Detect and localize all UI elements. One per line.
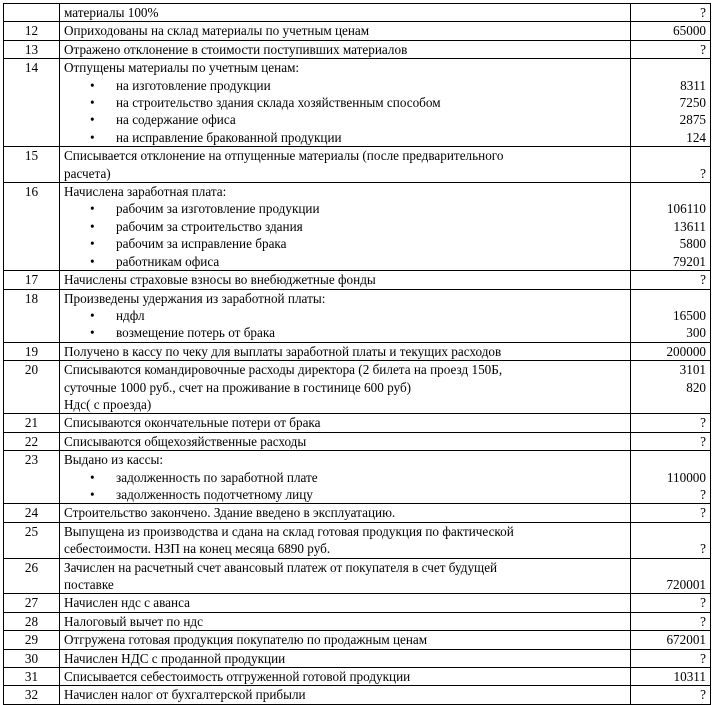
operation-number	[4, 4, 60, 22]
table-row	[4, 22, 711, 40]
operation-amount: 200000	[631, 342, 711, 360]
bullet-icon: •	[90, 469, 95, 485]
bullet-icon: •	[90, 218, 95, 234]
description-line: Налоговый вычет по ндс	[64, 613, 203, 629]
operation-number: 13	[4, 40, 60, 58]
amount-value: ?	[700, 486, 706, 502]
description-line: материалы 100%	[64, 5, 159, 20]
description-line: Получено в кассу по чеку для выплаты заработной платы и текущих расходов	[64, 343, 502, 359]
operations-table-body	[4, 4, 711, 705]
table-row	[4, 183, 711, 271]
table-row	[4, 289, 711, 342]
description-line: Начислены страховые взносы во внебюджетные фонды	[64, 272, 376, 288]
sub-item-label: задолженность подотчетному лицу	[116, 486, 313, 502]
table-row	[4, 414, 711, 432]
sub-item-label: возмещение потерь от брака	[116, 325, 275, 341]
amount-value: 110000	[666, 469, 706, 485]
table-row	[4, 147, 711, 183]
sub-item-label: на содержание офиса	[116, 112, 236, 128]
operation-number: 24	[4, 504, 60, 522]
operation-amount	[631, 289, 711, 342]
operation-amount: ?	[631, 522, 711, 558]
operation-amount: 65000	[631, 22, 711, 40]
operation-amount: ?	[631, 612, 711, 630]
amount-value: 7250	[679, 95, 706, 111]
operation-number: 16	[4, 183, 60, 271]
description-line: себестоимости. НЗП на конец месяца 6890 руб.	[64, 541, 331, 557]
operation-number: 19	[4, 342, 60, 360]
description-line: Начислен ндс с аванса	[64, 595, 190, 611]
operation-amount	[631, 361, 711, 414]
sub-item-label: на исправление бракованной продукции	[116, 129, 342, 145]
bullet-icon: •	[90, 95, 95, 111]
amount-value: 820	[686, 379, 706, 395]
table-row	[4, 271, 711, 289]
sub-item	[64, 324, 626, 341]
sub-item-list	[64, 200, 626, 270]
operation-amount: ?	[631, 686, 711, 704]
sub-item-list	[64, 469, 626, 504]
sub-item-label: рабочим за строительство здания	[116, 218, 303, 234]
operation-number: 32	[4, 686, 60, 704]
sub-item	[64, 469, 626, 486]
operation-description	[60, 504, 631, 522]
amount-value: 2875	[679, 112, 706, 128]
amount-value: 13611	[673, 218, 706, 234]
operation-description	[60, 183, 631, 271]
description-line: Ндс( с проезда)	[64, 396, 152, 412]
table-row	[4, 686, 711, 704]
table-row	[4, 612, 711, 630]
operation-description	[60, 631, 631, 649]
amount-value: 16500	[673, 307, 706, 323]
operation-description	[60, 686, 631, 704]
operation-description	[60, 414, 631, 432]
sub-item-label: ндфл	[116, 307, 145, 323]
sub-item-label: на изготовление продукции	[116, 77, 271, 93]
operation-amount: ?	[631, 147, 711, 183]
operation-description	[60, 4, 631, 22]
sub-item-label: на строительство здания склада хозяйственным способом	[116, 95, 441, 111]
table-row	[4, 432, 711, 450]
operation-number: 22	[4, 432, 60, 450]
table-row	[4, 631, 711, 649]
table-row	[4, 59, 711, 147]
sub-item	[64, 111, 626, 128]
table-row	[4, 361, 711, 414]
operations-table	[3, 3, 711, 705]
operation-number: 20	[4, 361, 60, 414]
operation-description	[60, 147, 631, 183]
description-line: Произведены удержания из заработной платы:	[64, 290, 326, 306]
bullet-icon: •	[90, 325, 95, 341]
operation-amount: ?	[631, 432, 711, 450]
operation-amount	[631, 451, 711, 504]
operation-number: 26	[4, 558, 60, 594]
operation-number: 31	[4, 668, 60, 686]
operation-description	[60, 342, 631, 360]
spacer	[635, 59, 706, 76]
operation-number: 25	[4, 522, 60, 558]
description-line: Списываются командировочные расходы директора (2 билета на проезд 150Б,	[64, 362, 503, 378]
operation-description	[60, 612, 631, 630]
sub-item-label: рабочим за изготовление продукции	[116, 201, 320, 217]
operation-amount	[631, 59, 711, 147]
table-row	[4, 4, 711, 22]
operation-description	[60, 522, 631, 558]
operation-amount: ?	[631, 271, 711, 289]
operation-number: 21	[4, 414, 60, 432]
operation-amount: 720001	[631, 558, 711, 594]
description-line: расчета)	[64, 165, 111, 181]
bullet-icon: •	[90, 486, 95, 502]
sub-item	[64, 253, 626, 270]
operation-amount: 10311	[631, 668, 711, 686]
operation-description	[60, 432, 631, 450]
operation-number: 28	[4, 612, 60, 630]
spacer	[635, 290, 706, 307]
description-line: Списываются общехозяйственные расходы	[64, 433, 307, 449]
table-row	[4, 504, 711, 522]
amount-value: 5800	[679, 236, 706, 252]
description-line: Строительство закончено. Здание введено в эксплуатацию.	[64, 505, 396, 521]
sub-item-list	[64, 77, 626, 147]
bullet-icon: •	[90, 307, 95, 323]
operation-amount: ?	[631, 649, 711, 667]
operation-amount: 672001	[631, 631, 711, 649]
description-line: суточные 1000 руб., счет на проживание в гостинице 600 руб)	[64, 379, 412, 395]
table-row	[4, 594, 711, 612]
bullet-icon: •	[90, 112, 95, 128]
operation-number: 27	[4, 594, 60, 612]
operation-description	[60, 289, 631, 342]
sub-item-label: работникам офиса	[116, 253, 220, 269]
table-row	[4, 451, 711, 504]
operation-description	[60, 668, 631, 686]
operation-description	[60, 594, 631, 612]
operation-amount: ?	[631, 414, 711, 432]
description-line: Списываются окончательные потери от брака	[64, 415, 321, 431]
operation-amount: ?	[631, 40, 711, 58]
operation-amount: ?	[631, 504, 711, 522]
description-line: Отгружена готовая продукция покупателю по продажным ценам	[64, 632, 428, 648]
table-row	[4, 558, 711, 594]
operation-description	[60, 271, 631, 289]
operation-number: 18	[4, 289, 60, 342]
operation-number: 17	[4, 271, 60, 289]
spacer	[635, 183, 706, 200]
description-line: Списывается себестоимость отгруженной готовой продукции	[64, 669, 411, 685]
sub-item	[64, 129, 626, 146]
operation-description	[60, 22, 631, 40]
description-line: Начислен налог от бухгалтерской прибыли	[64, 687, 306, 703]
description-line: Оприходованы на склад материалы по учетным ценам	[64, 23, 370, 39]
operation-description	[60, 649, 631, 667]
sub-item-label: рабочим за исправление брака	[116, 236, 287, 252]
operation-number: 15	[4, 147, 60, 183]
description-line: поставке	[64, 577, 114, 592]
bullet-icon: •	[90, 201, 95, 217]
bullet-icon: •	[90, 129, 95, 145]
description-line: Отпущены материалы по учетным ценам:	[64, 60, 300, 76]
operation-number: 30	[4, 649, 60, 667]
table-row	[4, 342, 711, 360]
sub-item	[64, 235, 626, 252]
operation-number: 14	[4, 59, 60, 147]
sub-item	[64, 218, 626, 235]
operation-amount: ?	[631, 4, 711, 22]
operation-description	[60, 558, 631, 594]
table-row	[4, 522, 711, 558]
operation-number: 23	[4, 451, 60, 504]
amount-value: 124	[686, 129, 706, 145]
operation-amount	[631, 183, 711, 271]
table-row	[4, 649, 711, 667]
operation-number: 29	[4, 631, 60, 649]
bullet-icon: •	[90, 236, 95, 252]
operation-number: 12	[4, 22, 60, 40]
bullet-icon: •	[90, 253, 95, 269]
sub-item-list	[64, 307, 626, 342]
amount-value: 300	[686, 325, 706, 341]
amount-value: 8311	[680, 77, 706, 93]
table-row	[4, 40, 711, 58]
sub-item	[64, 200, 626, 217]
description-line: Начислена заработная плата:	[64, 184, 227, 200]
operation-description	[60, 59, 631, 147]
sub-item	[64, 486, 626, 503]
amount-value: 79201	[673, 253, 706, 269]
description-line: Выдано из кассы:	[64, 452, 164, 468]
sub-item-label: задолженность по заработной плате	[116, 469, 318, 485]
sub-item	[64, 77, 626, 94]
description-line: Выпущена из производства и сдана на склад готовая продукция по фактической	[64, 523, 514, 539]
spacer	[635, 451, 706, 468]
table-row	[4, 668, 711, 686]
description-line: Отражено отклонение в стоимости поступивших материалов	[64, 41, 408, 57]
description-line: Списывается отклонение на отпущенные материалы (после предварительного	[64, 148, 504, 164]
operation-description	[60, 451, 631, 504]
bullet-icon: •	[90, 77, 95, 93]
sub-item	[64, 307, 626, 324]
sub-item	[64, 94, 626, 111]
operation-description	[60, 361, 631, 414]
operation-amount: ?	[631, 594, 711, 612]
description-line: Начислен НДС с проданной продукции	[64, 650, 286, 666]
amount-value: 3101	[679, 362, 706, 378]
description-line: Зачислен на расчетный счет авансовый платеж от покупателя в счет будущей	[64, 559, 498, 575]
amount-value: 106110	[666, 201, 706, 217]
operation-description	[60, 40, 631, 58]
